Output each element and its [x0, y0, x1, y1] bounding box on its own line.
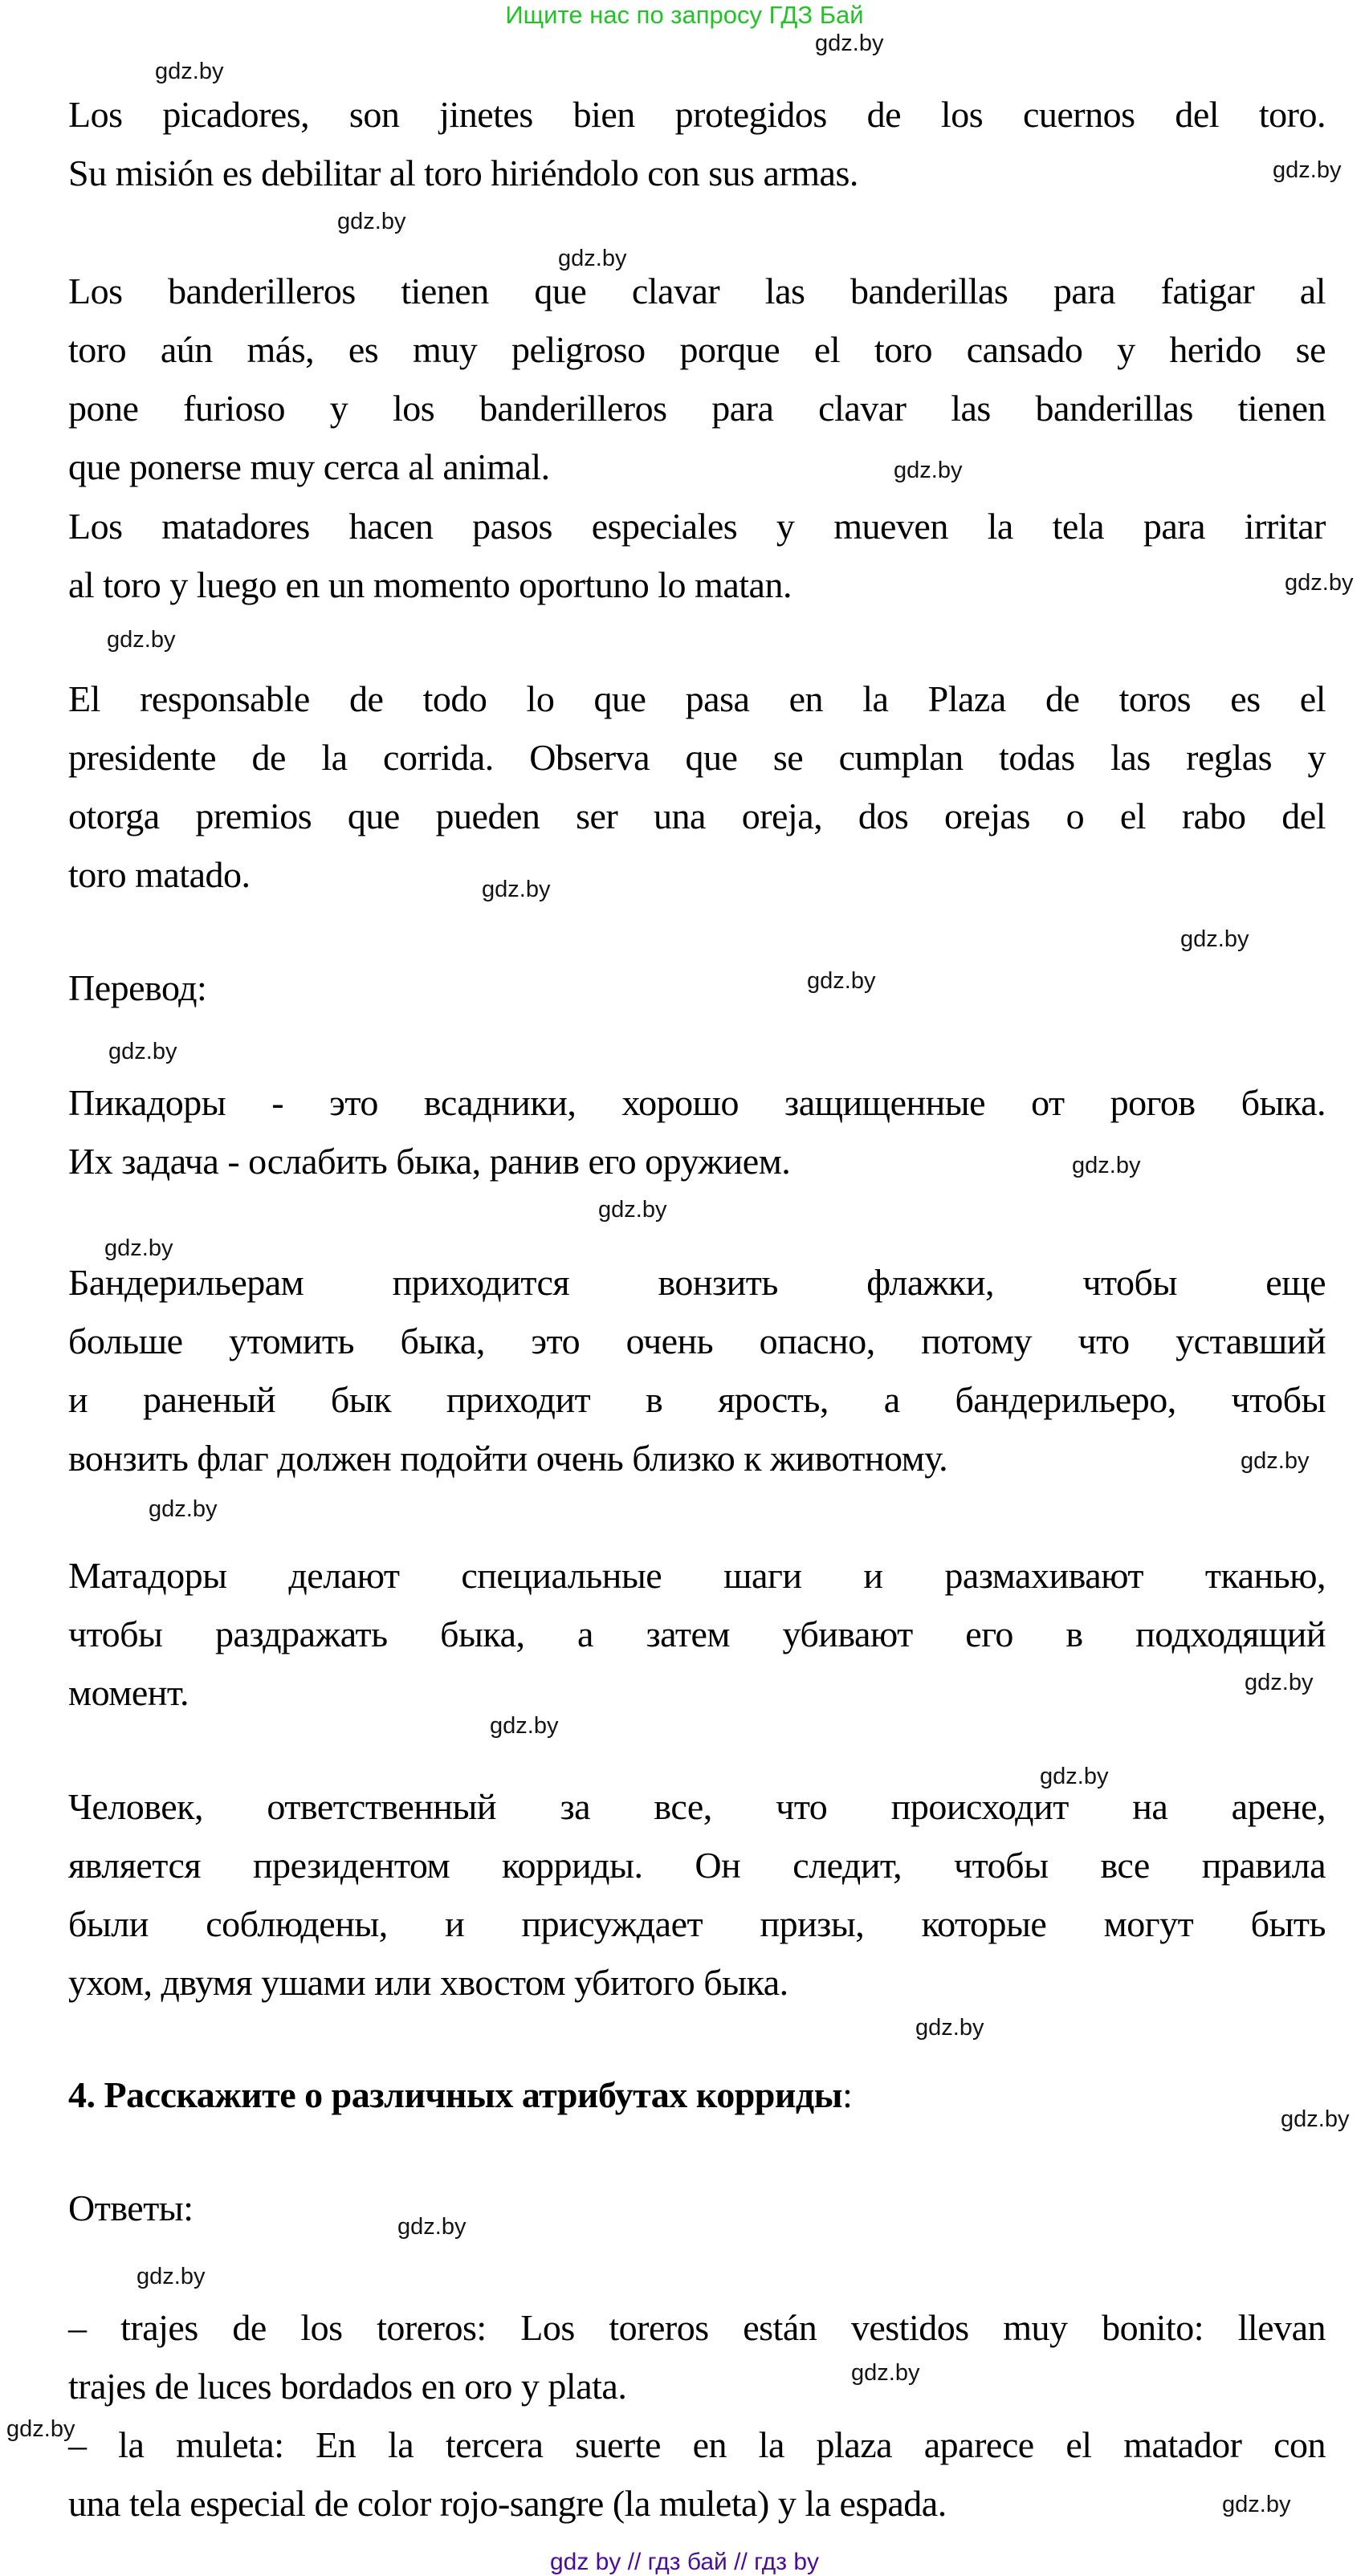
text-line: вонзить флаг должен подойти очень близко к животному.	[68, 1438, 948, 1479]
text-line: Su misión es debilitar al toro hiriéndolo con sus armas.	[68, 153, 858, 193]
text-line: были соблюдены, и присуждает призы, которые могут быть	[68, 1903, 1326, 1944]
spanish-paragraph-banderilleros	[68, 262, 1326, 496]
text-line: otorga premios que pueden ser una oreja, dos orejas o el rabo del	[68, 796, 1326, 836]
gdz-watermark: gdz.by	[598, 1197, 667, 1223]
gdz-watermark: gdz.by	[337, 209, 406, 234]
text-line: Их задача - ослабить быка, ранив его оружием.	[68, 1141, 791, 1182]
gdz-watermark: gdz.by	[482, 877, 551, 902]
answer-item-trajes	[68, 2298, 1326, 2415]
russian-paragraph-chelovek	[68, 1777, 1326, 2012]
text-line: ухом, двумя ушами или хвостом убитого быка.	[68, 1962, 788, 2003]
text-line: una tela especial de color rojo-sangre (la muleta) y la espada.	[68, 2483, 947, 2524]
translation-label: Перевод:	[68, 967, 207, 1008]
task-4-heading-text: 4. Расскажите о различных атрибутах корриды	[68, 2074, 843, 2115]
gdz-watermark: gdz.by	[807, 968, 876, 994]
text-line: al toro y luego en un momento oportuno lo matan.	[68, 564, 792, 605]
text-line: que ponerse muy cerca al animal.	[68, 446, 550, 487]
spanish-paragraph-picadores	[68, 85, 1326, 202]
gdz-watermark: gdz.by	[894, 458, 963, 483]
text-line: Бандерильерам приходится вонзить флажки, чтобы еще	[68, 1262, 1326, 1303]
text-line: – la muleta: En la tercera suerte en la plaza aparece el matador con	[68, 2424, 1326, 2465]
task-4-heading	[68, 2065, 852, 2124]
gdz-watermark: gdz.by	[1180, 926, 1249, 952]
gdz-watermark: gdz.by	[136, 2264, 206, 2289]
text-line: toro aún más, es muy peligroso porque el toro cansado y herido se	[68, 329, 1326, 370]
gdz-watermark: gdz.by	[155, 59, 224, 84]
gdz-watermark: gdz.by	[1222, 2492, 1291, 2517]
site-notice: Ищите нас по запросу ГДЗ Бай	[505, 1, 864, 29]
text-line: чтобы раздражать быка, а затем убивают его в подходящий	[68, 1614, 1326, 1654]
answers-label: Ответы:	[68, 2187, 194, 2228]
gdz-watermark: gdz.by	[1245, 1670, 1314, 1695]
gdz-watermark: gdz.by	[104, 1235, 173, 1261]
gdz-watermark: gdz.by	[915, 2015, 984, 2041]
gdz-watermark: gdz.by	[490, 1713, 559, 1739]
gdz-watermark: gdz.by	[1285, 570, 1354, 596]
gdz-watermark: gdz.by	[149, 1496, 218, 1522]
text-line: Матадоры делают специальные шаги и размахивают тканью,	[68, 1555, 1326, 1596]
gdz-watermark: gdz.by	[1273, 157, 1342, 183]
gdz-watermark: gdz.by	[1040, 1764, 1109, 1789]
text-line: Пикадоры - это всадники, хорошо защищенные от рогов быка.	[68, 1082, 1326, 1123]
text-line: presidente de la corrida. Observa que se cumplan todas las reglas y	[68, 737, 1326, 778]
text-line: trajes de luces bordados en oro y plata.	[68, 2366, 627, 2407]
spanish-paragraph-matadores	[68, 497, 1326, 614]
text-line: Los picadores, son jinetes bien protegidos de los cuernos del toro.	[68, 94, 1326, 135]
answer-item-muleta	[68, 2415, 1326, 2533]
gdz-watermark: gdz.by	[851, 2360, 920, 2386]
gdz-watermark: gdz.by	[1281, 2106, 1350, 2132]
gdz-watermark: gdz.by	[397, 2214, 467, 2240]
gdz-watermark: gdz.by	[1072, 1153, 1141, 1178]
text-line: и раненый бык приходит в ярость, а бандерильеро, чтобы	[68, 1379, 1326, 1420]
text-line: момент.	[68, 1672, 189, 1713]
russian-paragraph-matadory	[68, 1546, 1326, 1722]
russian-paragraph-banderilyeram	[68, 1253, 1326, 1487]
task-4-heading-colon: :	[842, 2074, 853, 2115]
text-line: является президентом корриды. Он следит, чтобы все правила	[68, 1845, 1326, 1886]
text-line: El responsable de todo lo que pasa en la Plaza de toros es el	[68, 678, 1326, 719]
text-line: toro matado.	[68, 854, 251, 895]
gdz-watermark: gdz.by	[6, 2416, 75, 2442]
text-line: Los matadores hacen pasos especiales y mueven la tela para irritar	[68, 506, 1326, 547]
gdz-watermark: gdz.by	[108, 1039, 177, 1064]
gdz-watermark: gdz.by	[815, 31, 884, 56]
text-line: Los banderilleros tienen que clavar las banderillas para fatigar al	[68, 271, 1326, 311]
gdz-watermark: gdz.by	[558, 246, 627, 271]
text-line: pone furioso y los banderilleros para clavar las banderillas tienen	[68, 388, 1326, 429]
gdz-watermark: gdz.by	[1241, 1448, 1310, 1474]
page-footer: gdz by // гдз бай // гдз by	[549, 2549, 820, 2575]
text-line: больше утомить быка, это очень опасно, потому что уставший	[68, 1321, 1326, 1361]
gdz-watermark: gdz.by	[107, 627, 176, 653]
text-line: Человек, ответственный за все, что происходит на арене,	[68, 1786, 1326, 1827]
text-line: – trajes de los toreros: Los toreros están vestidos muy bonito: llevan	[68, 2307, 1326, 2348]
spanish-paragraph-presidente	[68, 669, 1326, 904]
